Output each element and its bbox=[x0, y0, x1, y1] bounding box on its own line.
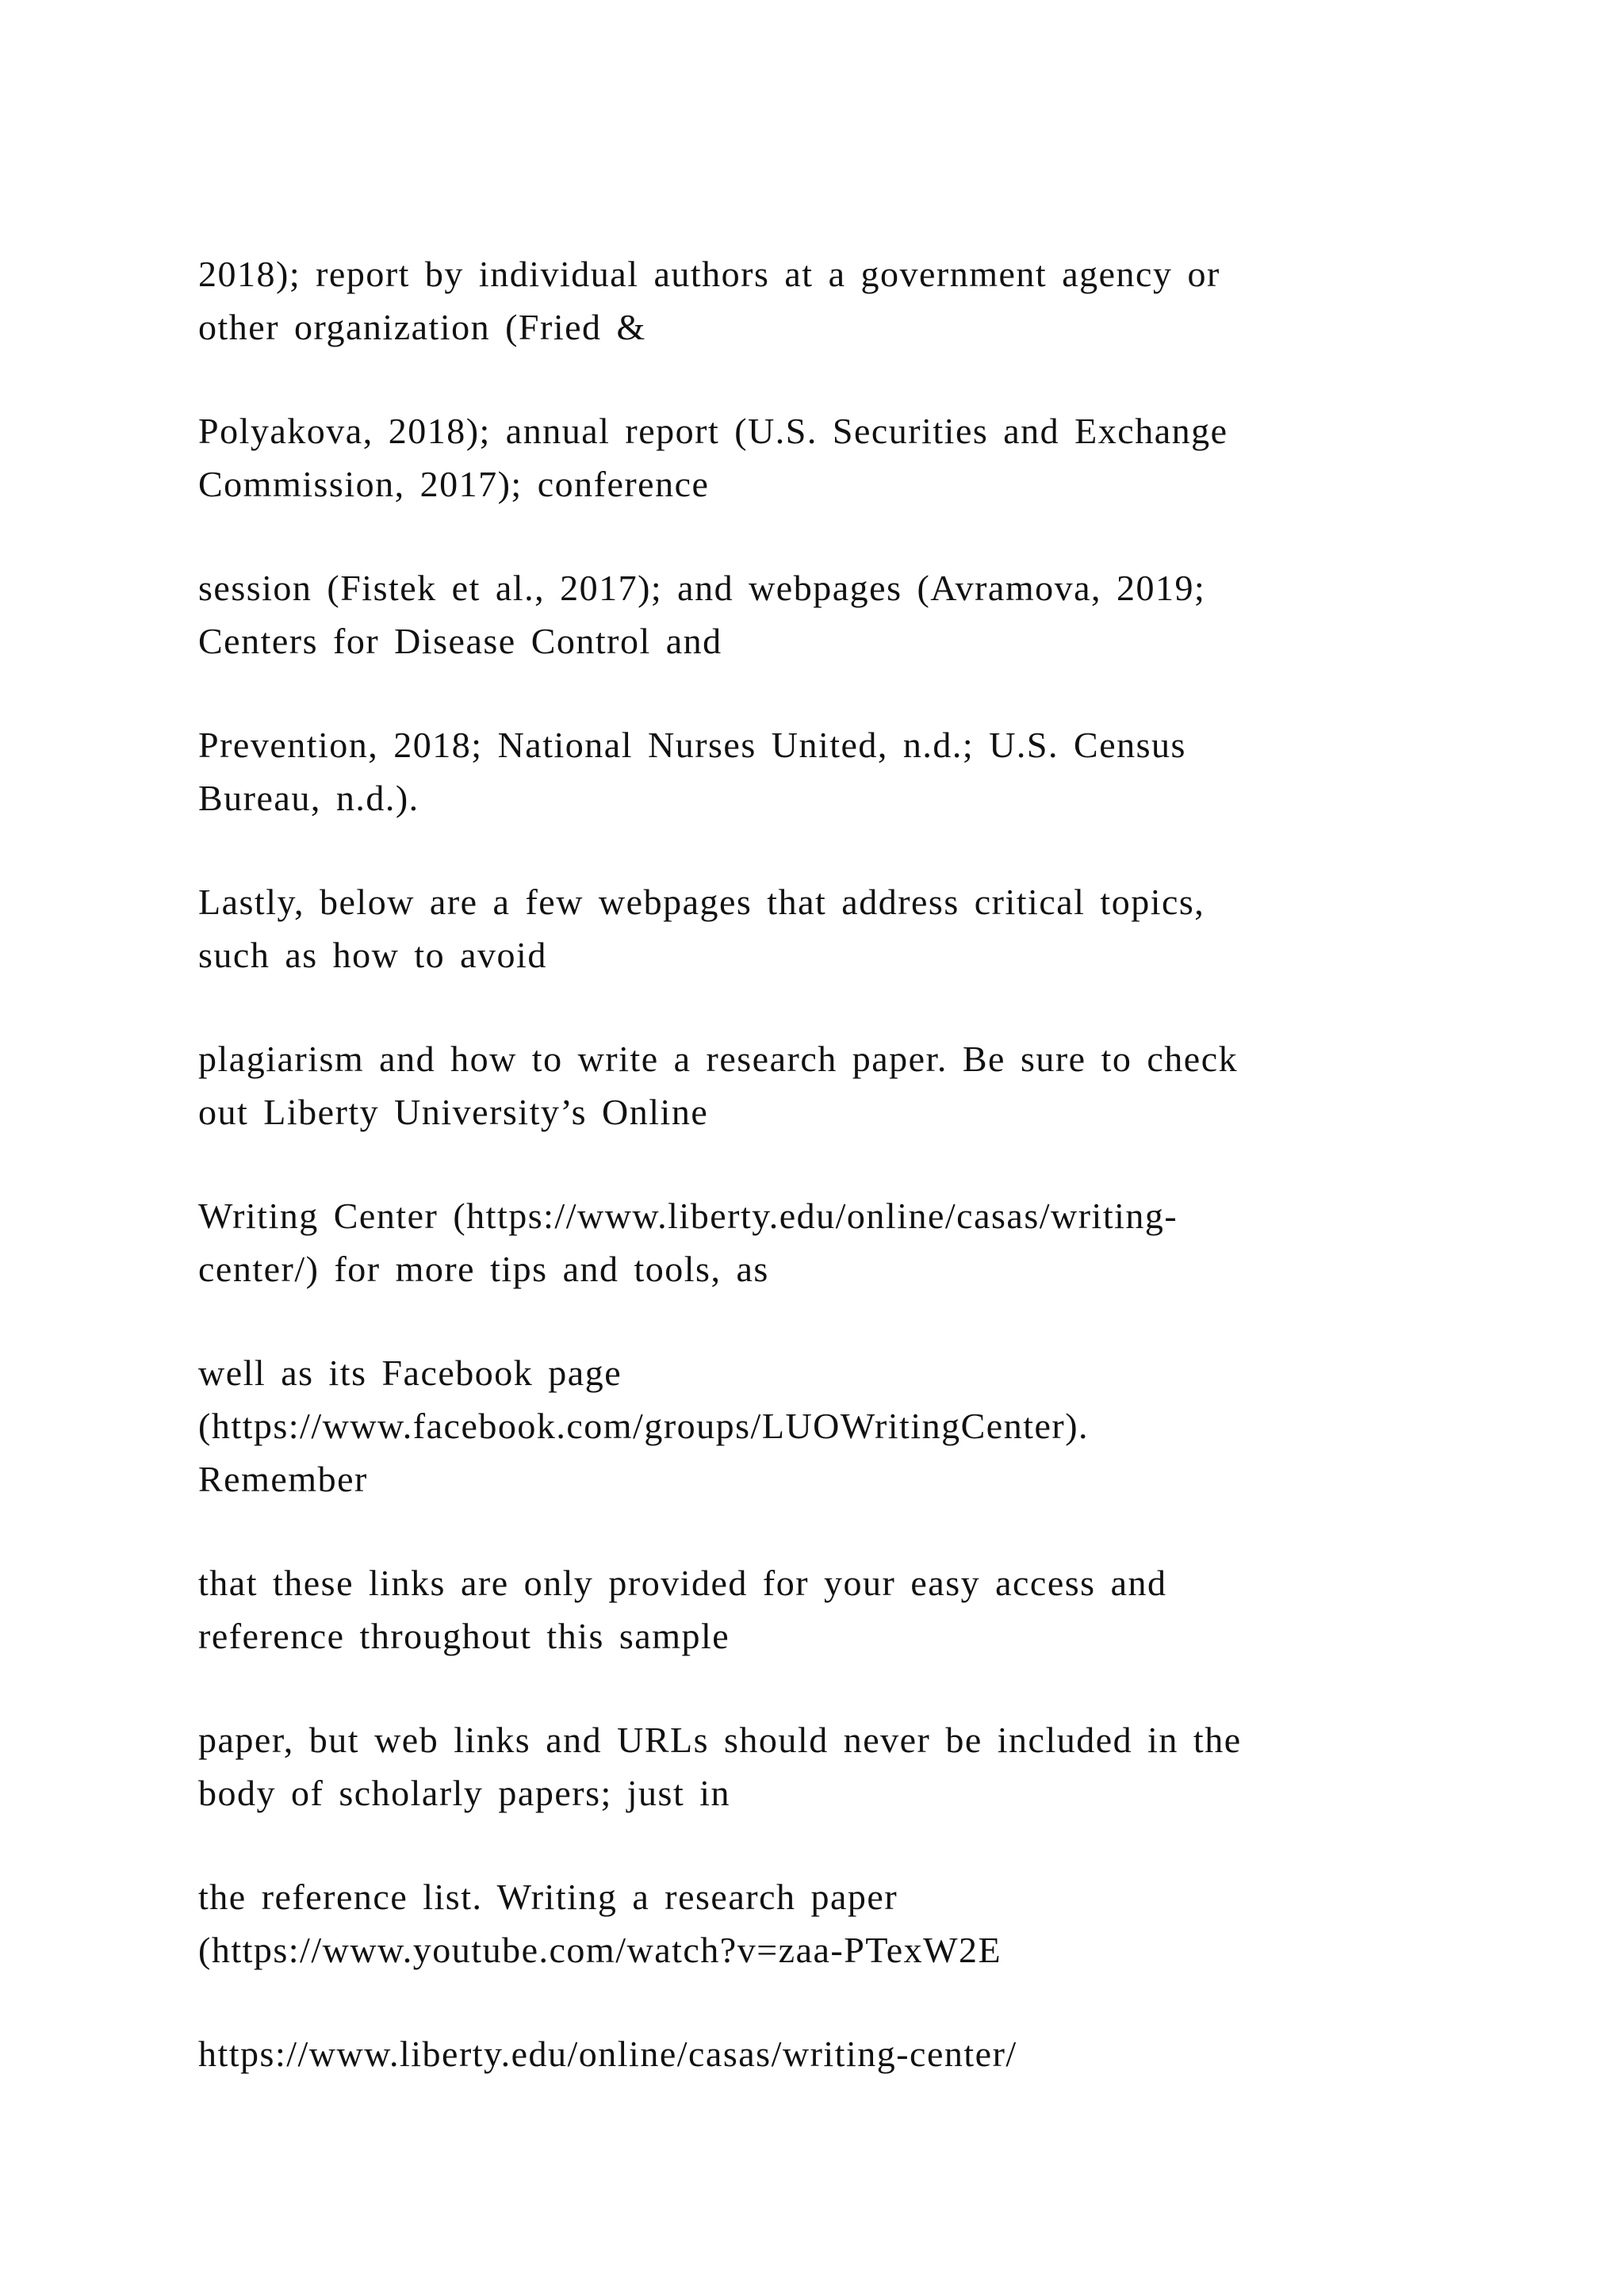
text-line: reference throughout this sample bbox=[198, 1616, 730, 1656]
paragraph bbox=[198, 1032, 1435, 1138]
text-line: well as its Facebook page bbox=[198, 1353, 622, 1393]
text-line: Remember bbox=[198, 1459, 368, 1499]
text-line: Writing Center (https://www.liberty.edu/online/casas/writing- bbox=[198, 1196, 1178, 1236]
text-line: (https://www.youtube.com/watch?v=zaa-PTexW2E bbox=[198, 1930, 1002, 1970]
paragraph bbox=[198, 2027, 1435, 2080]
text-line: Prevention, 2018; National Nurses United, n.d.; U.S. Census bbox=[198, 725, 1186, 765]
text-line: Lastly, below are a few webpages that address critical topics, bbox=[198, 882, 1205, 922]
paragraph bbox=[198, 718, 1435, 825]
paragraph bbox=[198, 1556, 1435, 1663]
text-line: body of scholarly papers; just in bbox=[198, 1773, 731, 1813]
text-line: such as how to avoid bbox=[198, 935, 547, 975]
document-body bbox=[198, 247, 1435, 2131]
paragraph bbox=[198, 1189, 1435, 1295]
paragraph bbox=[198, 247, 1435, 354]
text-line: the reference list. Writing a research paper bbox=[198, 1877, 898, 1917]
text-line: (https://www.facebook.com/groups/LUOWritingCenter). bbox=[198, 1406, 1090, 1446]
text-line: paper, but web links and URLs should never be included in the bbox=[198, 1720, 1242, 1760]
text-line: session (Fistek et al., 2017); and webpages (Avramova, 2019; bbox=[198, 568, 1206, 608]
paragraph bbox=[198, 561, 1435, 668]
text-line: Commission, 2017); conference bbox=[198, 464, 710, 504]
text-line: Polyakova, 2018); annual report (U.S. Securities and Exchange bbox=[198, 411, 1228, 451]
text-line: out Liberty University’s Online bbox=[198, 1092, 709, 1132]
text-line: https://www.liberty.edu/online/casas/writing-center/ bbox=[198, 2034, 1017, 2074]
text-line: Bureau, n.d.). bbox=[198, 778, 419, 818]
text-line: center/) for more tips and tools, as bbox=[198, 1249, 769, 1289]
paragraph bbox=[198, 875, 1435, 982]
text-line: other organization (Fried & bbox=[198, 307, 646, 347]
paragraph bbox=[198, 1870, 1435, 1976]
paragraph bbox=[198, 1346, 1435, 1506]
paragraph bbox=[198, 404, 1435, 511]
paragraph bbox=[198, 1713, 1435, 1820]
text-line: Centers for Disease Control and bbox=[198, 621, 722, 661]
text-line: 2018); report by individual authors at a government agency or bbox=[198, 254, 1220, 294]
text-line: plagiarism and how to write a research paper. Be sure to check bbox=[198, 1039, 1239, 1079]
text-line: that these links are only provided for your easy access and bbox=[198, 1563, 1167, 1603]
